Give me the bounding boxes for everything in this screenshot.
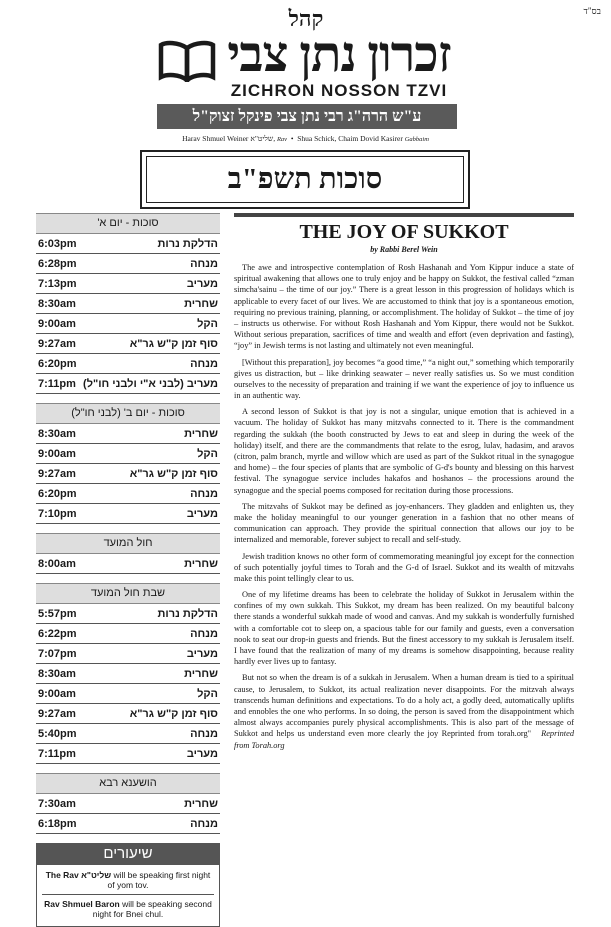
shiurim-note-2-speaker: Rav Shmuel Baron [44,899,120,909]
article-paragraph [234,501,574,546]
schedule-row [36,814,220,834]
article-top-rule [234,213,574,217]
schedule-row [36,374,220,394]
schedule-event-name: מנחה [190,487,218,500]
schedule-event-name: הקל [197,447,218,460]
schedule-time: 7:07pm [38,647,77,660]
schedule-event-name: מנחה [190,817,218,830]
schedule-time: 5:40pm [38,727,77,740]
open-book-logo-icon [158,40,216,82]
schedule-section-title: שבת חול המועד [36,583,220,604]
article-paragraph [234,672,574,750]
article-paragraph-text: But not so when the dream is of a sukkah in Jerusalem. When a human dream is tied to a spiritual cause, to Jerusalem, to Sukkot, its actual realization never disappoints. For the mitzvah always transcends human definitions and expectations. To do a holy act, a godly deed, automatically uplifts and ennobles the one who performs. In so doing, the person is saved from the disappointment which almost always accompanies purely physical accomplishments. This is also part of the message of Sukkot and helps us understand even more clearly the joy Reprinted from torah.org" [234,673,574,739]
reprint-credit: Reprinted from Torah.org [234,729,574,750]
schedule-event-name: סוף זמן ק"ש גר"א [129,337,218,350]
article-paragraph [234,406,574,496]
schedule-time: 8:30am [38,667,76,680]
article-paragraph-text: One of my lifetime dreams has been to celebrate the holiday of Sukkot in Jerusalem within the confines of my own sukkah. This Sukkot, my dream has been realized. On my beautiful balcony there stands a wonderful sukkah made of wood and canvas. And my sukkah is wonderfully furnished with a comfortable cot to sleep on, a spacious table for our family and guests, even a conversation nook to seat our drop-in guests and friends. But the finest accessory to my sukkah is Jerusalem itself. I have found that the realization of many of my dreams is somehow disappointing, because reality hardly ever lives up to fantasy. [234,590,574,667]
schedule-time: 6:20pm [38,357,77,370]
rav-role: Rav [276,136,288,143]
schedule-time: 9:27am [38,337,76,350]
schedule-section-title: הושענא רבא [36,773,220,794]
schedule-section-title: סוכות - יום ב' (לבני חו"ל) [36,403,220,424]
schedule-row [36,234,220,254]
schedule-event-name: מעריב [186,647,218,660]
article-byline: by Rabbi Berel Wein [370,245,438,254]
schedule-time: 5:57pm [38,607,77,620]
schedule-event-name: סוף זמן ק"ש גר"א [129,707,218,720]
schedule-event-name: הדלקת נרות [157,607,218,620]
schedule-row [36,664,220,684]
schedule-time: 8:30am [38,297,76,310]
schedule-time: 7:11pm [38,377,76,390]
schedule-event-name: שחרית [184,297,218,310]
schedule-row [36,354,220,374]
schedule-time: 9:27am [38,467,76,480]
shiurim-header: שיעורים [36,843,220,865]
schedule-row [36,274,220,294]
schedule-event-name: שחרית [184,667,218,680]
gabbaim-names: Shua Schick, Chaim Dovid Kasirer [297,134,403,143]
bsd-mark: בס"ד [583,6,601,16]
schedule-event-name: מנחה [190,357,218,370]
schedule-time: 6:22pm [38,627,77,640]
schedule-event-name: מנחה [190,727,218,740]
schedule-time: 9:00am [38,317,76,330]
schedule-row [36,704,220,724]
schedule-time: 9:00am [38,447,76,460]
schedule-row [36,444,220,464]
article-paragraph [234,589,574,667]
gabbaim-role: Gabbaim [404,136,429,143]
shiurim-note-1-text: will be speaking first night of yom tov. [107,870,211,890]
schedule-row [36,724,220,744]
schedule-row [36,644,220,664]
article-title: THE JOY OF SUKKOT [299,221,509,243]
article-paragraph-text: The mitzvahs of Sukkot may be defined as joy-enhancers. They gladden and enlighten us, they make the holiday meaningful to our younger generation in a fashion that no other means of communication can approach. They provide the spiritual connection that allows our joy to be internalized and memorable, forever subject to recall and self-study. [234,501,574,545]
section-gap [36,764,220,773]
schedule-row [36,504,220,524]
article-paragraph-text: Jewish tradition knows no other form of commemorating meaningful joy except for the connection of such potentially joyful times to Torah and the G-d of Israel. Sukkot and its wealth of mitzvahs make this point tellingly clear to us. [234,551,574,583]
schedule-row [36,794,220,814]
article-paragraph-text: [Without this preparation], joy becomes “a good time,” “a night out,” something which temporarily gives us distraction, but – like drinking seawater – never really satisfies us. So we must condition ourselves to the necessity of preparation and training if we want the experience of joy to influence us in an authentic way. [234,357,574,401]
schedule-row [36,624,220,644]
article-paragraph [234,551,574,585]
schedule-section-title: חול המועד [36,533,220,554]
edition-title: סוכות תשפ"ב [146,156,464,203]
schedule-time: 6:20pm [38,487,77,500]
staff-line: Harav Shmuel Weiner שליט"א, Rav • Shua Schick, Chaim Dovid Kasirer Gabbaim [182,134,429,143]
schedule-event-name: מנחה [190,627,218,640]
article-paragraph-text: The awe and introspective contemplation of Rosh Hashanah and Yom Kippur induce a state of spiritual awakening that allows one to truly enjoy and be happy on Sukkot, the festival called “zman simcha'sainu – the time of our joy.” There is a great lesson in this progression of holidays which is applicable to every facet of our lives. We are accustomed to think that joy is a spontaneous emotion, requiring no previous training, planning, or accomplishment. The holiday of Sukkot – the time of joy – instructs us otherwise. For without Rosh Hashanah and Yom Kippur, there would not be Sukkot. Without serious preparation, sacrifices of time and wealth and effort (even deprivation and fasting), “joy” in Jewish terms is not lasting and ultimately not even meaningful. [234,263,574,351]
article-paragraph-text: A second lesson of Sukkot is that joy is not a singular, unique emotion that is achieved in a vacuum. The holiday of Sukkot has many mitzvahs connected to it. There is the commandment regarding the sukkah (the booth constructed by Jews to eat and sleep in during the week of the holiday) itself, and there are the commandments that relate to the esrog, lulav, hadasim, and aravos (citron, palm branch, myrtle and willow which are used as part of the Sukkot ritual in the synagogue and home) – the four species of plants that are symbolic of G-d's bounty and blessing on this harvest festival. The synagogue service includes hakafos and hoshanos – the processions around the synagogue and the special poems composed for recitation during those processions. [234,407,574,495]
kahal-label: קהל [288,6,324,31]
hebrew-masthead-title: זכרון נתן צבי [227,26,451,82]
schedule-time: 6:28pm [38,257,77,270]
schedule-time: 6:18pm [38,817,77,830]
shiurim-divider [42,894,214,895]
schedule-row [36,554,220,574]
schedule-sections [36,213,220,834]
zmanim-sidebar [36,213,220,927]
dedication-banner: ע"ש הרה"ג רבי נתן צבי פינקל זצוק"ל [157,104,457,129]
schedule-event-name: מעריב [186,277,218,290]
schedule-row [36,744,220,764]
shiurim-note-2 [42,899,214,919]
schedule-event-name: שחרית [184,797,218,810]
shiurim-note-2-text: will be speaking second night for Bnei chul. [92,899,212,919]
schedule-row [36,464,220,484]
schedule-time: 7:11pm [38,747,76,760]
schedule-event-name: מעריב [186,507,218,520]
schedule-time: 7:10pm [38,507,77,520]
schedule-time: 6:03pm [38,237,77,250]
schedule-row [36,684,220,704]
schedule-row [36,314,220,334]
schedule-row [36,604,220,624]
schedule-time: 9:00am [38,687,76,700]
rav-name: Harav Shmuel Weiner שליט"א [182,134,274,143]
shiurim-note-1 [42,870,214,890]
section-gap [36,394,220,403]
schedule-section-title: סוכות - יום א' [36,213,220,234]
section-gap [36,574,220,583]
schedule-event-name: הקל [197,687,218,700]
schedule-row [36,484,220,504]
schedule-event-name: שחרית [184,557,218,570]
shiurim-box [36,865,220,927]
schedule-row [36,254,220,274]
schedule-event-name: סוף זמן ק"ש גר"א [129,467,218,480]
schedule-time: 9:27am [38,707,76,720]
shiurim-note-1-speaker: The Rav שליט"א [45,870,112,880]
schedule-row [36,294,220,314]
schedule-row [36,424,220,444]
schedule-time: 7:13pm [38,277,77,290]
section-gap [36,524,220,533]
article-paragraph [234,262,574,352]
schedule-time: 8:30am [38,427,76,440]
article-paragraph [234,357,574,402]
schedule-event-name: הקל [197,317,218,330]
schedule-event-name: מנחה [190,257,218,270]
schedule-row [36,334,220,354]
schedule-time: 8:00am [38,557,76,570]
schedule-event-name: הדלקת נרות [157,237,218,250]
schedule-time: 7:30am [38,797,76,810]
schedule-event-name: שחרית [184,427,218,440]
schedule-event-name: מעריב (לבני א"י ולבני חו"ל) [83,377,218,390]
article-body [234,262,574,756]
english-masthead-title: ZICHRON NOSSON TZVI [230,81,448,100]
schedule-event-name: מעריב [186,747,218,760]
